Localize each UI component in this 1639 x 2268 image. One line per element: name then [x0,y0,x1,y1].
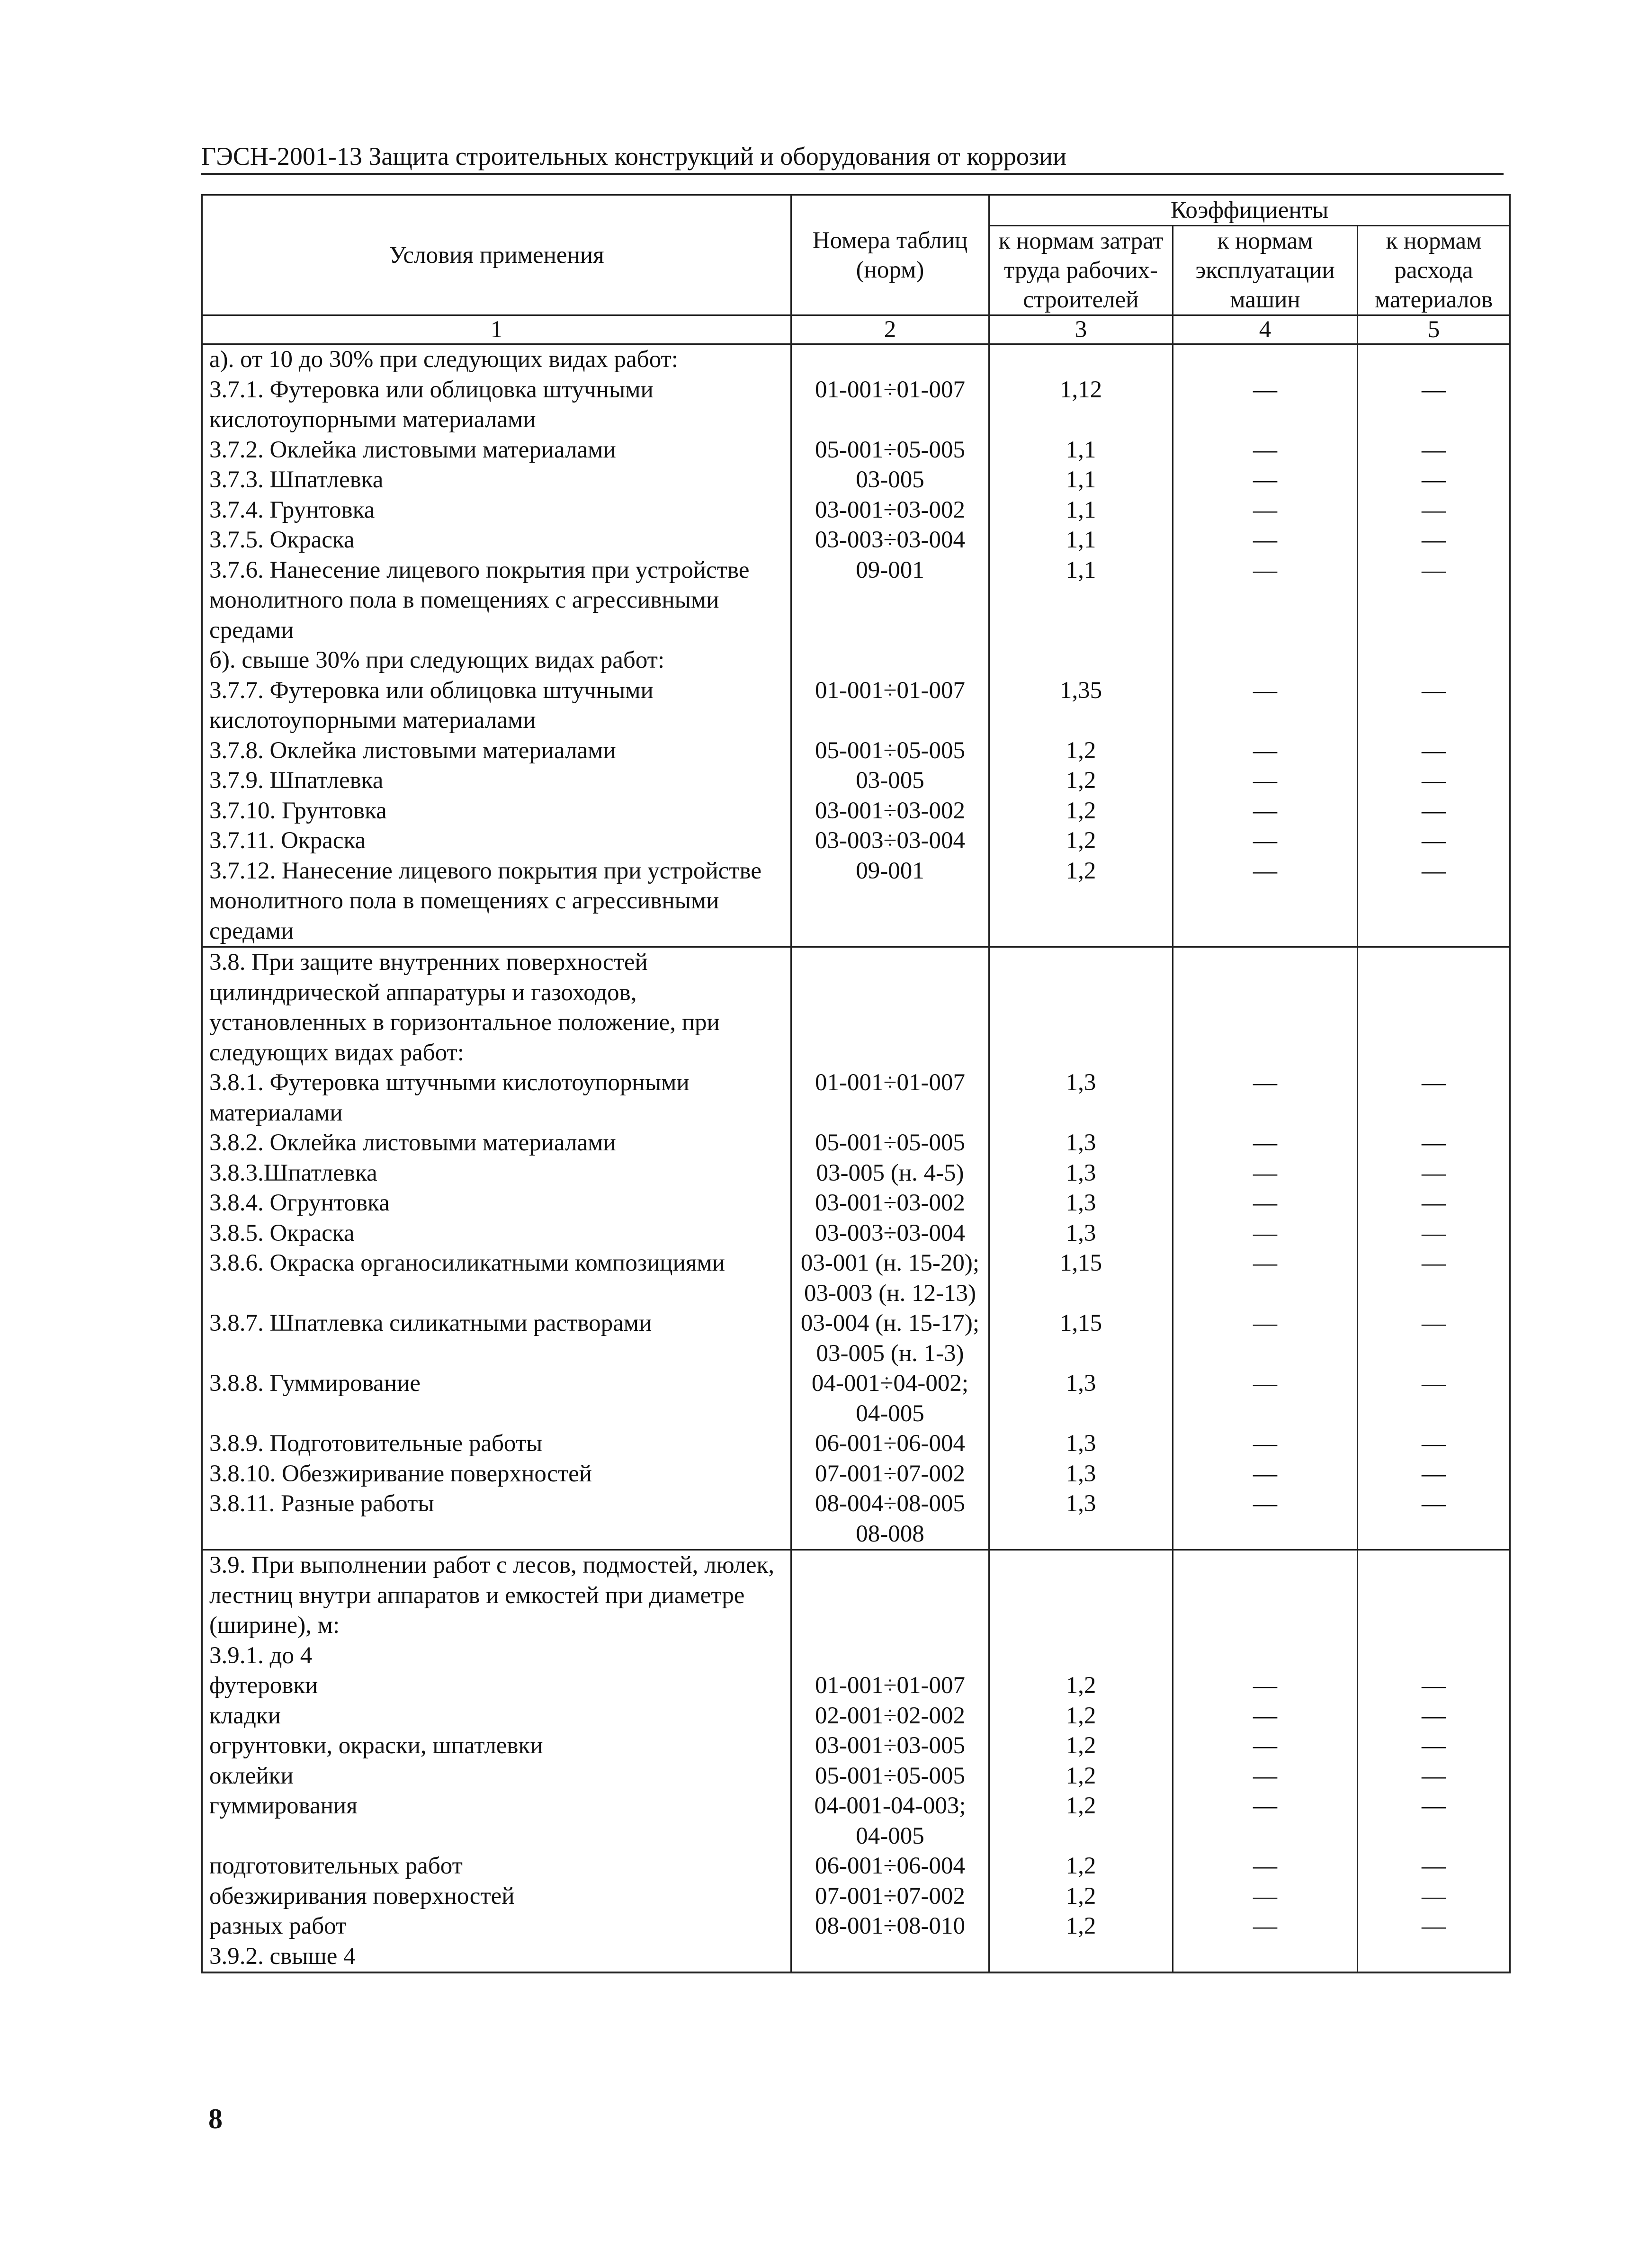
material-coef-cell: — [1358,495,1510,526]
col-number: 2 [791,315,989,344]
machine-coef-cell: — [1173,766,1358,796]
labor-coef-cell: 1,3 [989,1219,1173,1249]
labor-coef-cell [989,344,1173,375]
condition-cell: футеровки [202,1671,791,1701]
table-row [202,947,1510,1068]
machine-coef-cell: — [1173,1489,1358,1550]
table-number-cell [791,947,989,1068]
material-coef-cell [1358,645,1510,676]
material-coef-cell: — [1358,465,1510,495]
machine-coef-cell: — [1173,1188,1358,1219]
labor-coef-cell [989,1942,1173,1973]
labor-coef-cell: 1,2 [989,1911,1173,1942]
labor-coef-cell: 1,1 [989,465,1173,495]
condition-cell: 3.9. При выполнении работ с лесов, подмостей, люлек, лестниц внутри аппаратов и емкостей при диаметре (ширине), м: [202,1550,791,1641]
condition-cell: подготовительных работ [202,1851,791,1882]
machine-coef-cell: — [1173,1671,1358,1701]
table-number-cell: 09-001 [791,556,989,646]
machine-coef-cell: — [1173,556,1358,646]
table-number-cell [791,1550,989,1641]
labor-coef-cell: 1,1 [989,556,1173,646]
table-number-cell: 04-001÷04-002; 04-005 [791,1369,989,1429]
table-row [202,465,1510,495]
condition-cell: 3.8.10. Обезжиривание поверхностей [202,1459,791,1489]
machine-coef-cell: — [1173,1128,1358,1158]
condition-cell: 3.8.5. Окраска [202,1219,791,1249]
labor-coef-cell: 1,2 [989,1731,1173,1761]
table-number-cell: 04-001-04-003; 04-005 [791,1791,989,1851]
condition-cell: гуммирования [202,1791,791,1851]
labor-coef-cell: 1,2 [989,1791,1173,1851]
table-number-cell: 05-001÷05-005 [791,1128,989,1158]
machine-coef-cell: — [1173,1068,1358,1128]
machine-coef-cell: — [1173,826,1358,856]
table-number-cell [791,344,989,375]
labor-coef-cell [989,645,1173,676]
col-header-conditions: Условия применения [202,195,791,315]
labor-coef-cell: 1,15 [989,1248,1173,1309]
table-row [202,1731,1510,1761]
labor-coef-cell: 1,1 [989,525,1173,556]
material-coef-cell [1358,344,1510,375]
table-number-cell [791,645,989,676]
table-number-cell: 09-001 [791,856,989,947]
machine-coef-cell: — [1173,495,1358,526]
material-coef-cell [1358,1641,1510,1671]
machine-coef-cell [1173,645,1358,676]
condition-cell: 3.8.9. Подготовительные работы [202,1429,791,1459]
table-row [202,1068,1510,1128]
material-coef-cell: — [1358,1248,1510,1309]
table-number-cell: 05-001÷05-005 [791,736,989,766]
material-coef-cell: — [1358,1791,1510,1851]
machine-coef-cell: — [1173,1731,1358,1761]
table-number-cell [791,1641,989,1671]
condition-cell: 3.8.6. Окраска органосиликатными композициями [202,1248,791,1309]
material-coef-cell: — [1358,766,1510,796]
table-row [202,344,1510,375]
labor-coef-cell [989,947,1173,1068]
table-row [202,1701,1510,1731]
table-row [202,856,1510,947]
material-coef-cell: — [1358,1429,1510,1459]
table-row [202,796,1510,826]
machine-coef-cell: — [1173,1459,1358,1489]
material-coef-cell: — [1358,1158,1510,1189]
labor-coef-cell: 1,3 [989,1459,1173,1489]
table-number-cell: 03-001÷03-002 [791,495,989,526]
machine-coef-cell [1173,344,1358,375]
table-row [202,1882,1510,1912]
table-number-cell: 06-001÷06-004 [791,1851,989,1882]
condition-cell: 3.8.3.Шпатлевка [202,1158,791,1189]
material-coef-cell: — [1358,856,1510,947]
condition-cell: 3.7.1. Футеровка или облицовка штучными кислотоупорными материалами [202,375,791,435]
labor-coef-cell: 1,2 [989,796,1173,826]
condition-cell: 3.7.3. Шпатлевка [202,465,791,495]
material-coef-cell: — [1358,556,1510,646]
table-number-cell: 06-001÷06-004 [791,1429,989,1459]
table-number-cell: 01-001÷01-007 [791,676,989,736]
condition-cell: 3.7.8. Оклейка листовыми материалами [202,736,791,766]
col-header-coefficients: Коэффициенты [989,195,1510,226]
table-number-cell: 03-004 (н. 15-17); 03-005 (н. 1-3) [791,1309,989,1369]
labor-coef-cell: 1,2 [989,736,1173,766]
machine-coef-cell: — [1173,1158,1358,1189]
material-coef-cell: — [1358,1882,1510,1912]
condition-cell: а). от 10 до 30% при следующих видах работ: [202,344,791,375]
condition-cell: 3.8.1. Футеровка штучными кислотоупорными материалами [202,1068,791,1128]
labor-coef-cell: 1,3 [989,1128,1173,1158]
machine-coef-cell: — [1173,1219,1358,1249]
condition-cell: 3.8.7. Шпатлевка силикатными растворами [202,1309,791,1369]
condition-cell: 3.7.9. Шпатлевка [202,766,791,796]
condition-cell: 3.7.10. Грунтовка [202,796,791,826]
table-row [202,645,1510,676]
machine-coef-cell [1173,1641,1358,1671]
col-number: 3 [989,315,1173,344]
labor-coef-cell: 1,3 [989,1068,1173,1128]
table-number-cell: 03-001÷03-002 [791,796,989,826]
machine-coef-cell: — [1173,1882,1358,1912]
condition-cell: обезжиривания поверхностей [202,1882,791,1912]
material-coef-cell: — [1358,1369,1510,1429]
condition-cell: 3.7.6. Нанесение лицевого покрытия при устройстве монолитного пола в помещениях с агрессивными средами [202,556,791,646]
labor-coef-cell: 1,2 [989,856,1173,947]
table-number-cell: 01-001÷01-007 [791,1068,989,1128]
table-row [202,1791,1510,1851]
table-row [202,1911,1510,1942]
table-number-cell: 08-004÷08-005 08-008 [791,1489,989,1550]
table-row [202,1641,1510,1671]
table-number-cell: 03-001 (н. 15-20); 03-003 (н. 12-13) [791,1248,989,1309]
page-header: ГЭСН-2001-13 Защита строительных конструкций и оборудования от коррозии [201,140,1504,175]
material-coef-cell: — [1358,1309,1510,1369]
machine-coef-cell [1173,1942,1358,1973]
labor-coef-cell: 1,2 [989,1671,1173,1701]
col-header-tables: Номера таблиц (норм) [791,195,989,315]
material-coef-cell: — [1358,676,1510,736]
table-row [202,556,1510,646]
labor-coef-cell: 1,2 [989,766,1173,796]
table-number-cell: 03-005 (н. 4-5) [791,1158,989,1189]
table-number-cell: 05-001÷05-005 [791,1761,989,1792]
material-coef-cell: — [1358,1911,1510,1942]
labor-coef-cell: 1,1 [989,495,1173,526]
labor-coef-cell: 1,2 [989,1761,1173,1792]
table-row [202,1459,1510,1489]
machine-coef-cell: — [1173,1911,1358,1942]
table-row [202,495,1510,526]
labor-coef-cell: 1,3 [989,1188,1173,1219]
material-coef-cell: — [1358,1219,1510,1249]
labor-coef-cell: 1,3 [989,1369,1173,1429]
condition-cell: 3.8.8. Гуммирование [202,1369,791,1429]
material-coef-cell: — [1358,736,1510,766]
condition-cell: оклейки [202,1761,791,1792]
table-number-cell: 03-003÷03-004 [791,525,989,556]
table-row [202,1550,1510,1641]
labor-coef-cell: 1,2 [989,1851,1173,1882]
coefficients-table [201,194,1511,1973]
table-row [202,1489,1510,1550]
table-number-cell: 08-001÷08-010 [791,1911,989,1942]
condition-cell: 3.8.11. Разные работы [202,1489,791,1550]
condition-cell: 3.9.2. свыше 4 [202,1942,791,1973]
condition-cell: 3.7.5. Окраска [202,525,791,556]
table-number-cell: 03-001÷03-002 [791,1188,989,1219]
table-number-cell: 03-005 [791,766,989,796]
condition-cell: разных работ [202,1911,791,1942]
machine-coef-cell: — [1173,1429,1358,1459]
table-row [202,435,1510,466]
condition-cell: 3.7.12. Нанесение лицевого покрытия при устройстве монолитного пола в помещениях с агрессивными средами [202,856,791,947]
col-header-machines: к нормам эксплуатации машин [1173,226,1358,315]
table-row [202,766,1510,796]
machine-coef-cell: — [1173,465,1358,495]
labor-coef-cell: 1,3 [989,1429,1173,1459]
machine-coef-cell: — [1173,1248,1358,1309]
condition-cell: 3.7.11. Окраска [202,826,791,856]
table-row [202,1309,1510,1369]
table-body [202,344,1510,1973]
page-number: 8 [208,2103,223,2134]
machine-coef-cell: — [1173,525,1358,556]
machine-coef-cell [1173,947,1358,1068]
condition-cell: огрунтовки, окраски, шпатлевки [202,1731,791,1761]
table-row [202,1188,1510,1219]
table-number-cell: 05-001÷05-005 [791,435,989,466]
table-number-cell: 03-001÷03-005 [791,1731,989,1761]
labor-coef-cell: 1,15 [989,1309,1173,1369]
table-row [202,1942,1510,1973]
table-number-cell: 02-001÷02-002 [791,1701,989,1731]
col-header-labor: к нормам затрат труда рабочих-строителей [989,226,1173,315]
table-number-cell: 07-001÷07-002 [791,1459,989,1489]
table-row [202,1671,1510,1701]
table-number-cell: 03-003÷03-004 [791,826,989,856]
col-number: 4 [1173,315,1358,344]
machine-coef-cell: — [1173,856,1358,947]
machine-coef-cell: — [1173,1791,1358,1851]
labor-coef-cell: 1,12 [989,375,1173,435]
table-number-cell: 01-001÷01-007 [791,1671,989,1701]
material-coef-cell: — [1358,1459,1510,1489]
table-row [202,1128,1510,1158]
material-coef-cell: — [1358,1761,1510,1792]
table-row [202,375,1510,435]
material-coef-cell: — [1358,1671,1510,1701]
machine-coef-cell: — [1173,375,1358,435]
material-coef-cell: — [1358,796,1510,826]
condition-cell: 3.8.2. Оклейка листовыми материалами [202,1128,791,1158]
material-coef-cell: — [1358,525,1510,556]
labor-coef-cell: 1,35 [989,676,1173,736]
machine-coef-cell: — [1173,435,1358,466]
material-coef-cell: — [1358,1068,1510,1128]
col-header-materials: к нормам расхода материалов [1358,226,1510,315]
condition-cell: 3.7.2. Оклейка листовыми материалами [202,435,791,466]
labor-coef-cell: 1,1 [989,435,1173,466]
table-row [202,676,1510,736]
material-coef-cell [1358,1550,1510,1641]
table-number-cell: 07-001÷07-002 [791,1882,989,1912]
machine-coef-cell: — [1173,1309,1358,1369]
material-coef-cell: — [1358,1188,1510,1219]
material-coef-cell: — [1358,826,1510,856]
machine-coef-cell: — [1173,1701,1358,1731]
machine-coef-cell: — [1173,1369,1358,1429]
table-row [202,1761,1510,1792]
labor-coef-cell: 1,3 [989,1158,1173,1189]
material-coef-cell: — [1358,1489,1510,1550]
col-number: 5 [1358,315,1510,344]
machine-coef-cell: — [1173,676,1358,736]
material-coef-cell: — [1358,1701,1510,1731]
labor-coef-cell [989,1550,1173,1641]
condition-cell: кладки [202,1701,791,1731]
machine-coef-cell: — [1173,1851,1358,1882]
material-coef-cell: — [1358,1128,1510,1158]
labor-coef-cell [989,1641,1173,1671]
table-row [202,826,1510,856]
table-row [202,1851,1510,1882]
table-row [202,1158,1510,1189]
machine-coef-cell [1173,1550,1358,1641]
condition-cell: 3.7.4. Грунтовка [202,495,791,526]
table-number-cell: 03-005 [791,465,989,495]
material-coef-cell [1358,947,1510,1068]
table-row [202,525,1510,556]
material-coef-cell: — [1358,375,1510,435]
material-coef-cell: — [1358,435,1510,466]
table-row [202,1369,1510,1429]
table-row [202,1219,1510,1249]
table-number-cell: 03-003÷03-004 [791,1219,989,1249]
col-number: 1 [202,315,791,344]
table-row [202,1429,1510,1459]
material-coef-cell [1358,1942,1510,1973]
condition-cell: 3.9.1. до 4 [202,1641,791,1671]
machine-coef-cell: — [1173,736,1358,766]
table-number-cell: 01-001÷01-007 [791,375,989,435]
labor-coef-cell: 1,2 [989,1882,1173,1912]
condition-cell: 3.8.4. Огрунтовка [202,1188,791,1219]
condition-cell: 3.8. При защите внутренних поверхностей цилиндрической аппаратуры и газоходов, установленных в горизонтальное положение, при следующих видах работ: [202,947,791,1068]
table-number-cell [791,1942,989,1973]
labor-coef-cell: 1,2 [989,826,1173,856]
condition-cell: 3.7.7. Футеровка или облицовка штучными кислотоупорными материалами [202,676,791,736]
table-row [202,736,1510,766]
labor-coef-cell: 1,2 [989,1701,1173,1731]
material-coef-cell: — [1358,1851,1510,1882]
labor-coef-cell: 1,3 [989,1489,1173,1550]
condition-cell: б). свыше 30% при следующих видах работ: [202,645,791,676]
machine-coef-cell: — [1173,1761,1358,1792]
material-coef-cell: — [1358,1731,1510,1761]
table-row [202,1248,1510,1309]
machine-coef-cell: — [1173,796,1358,826]
